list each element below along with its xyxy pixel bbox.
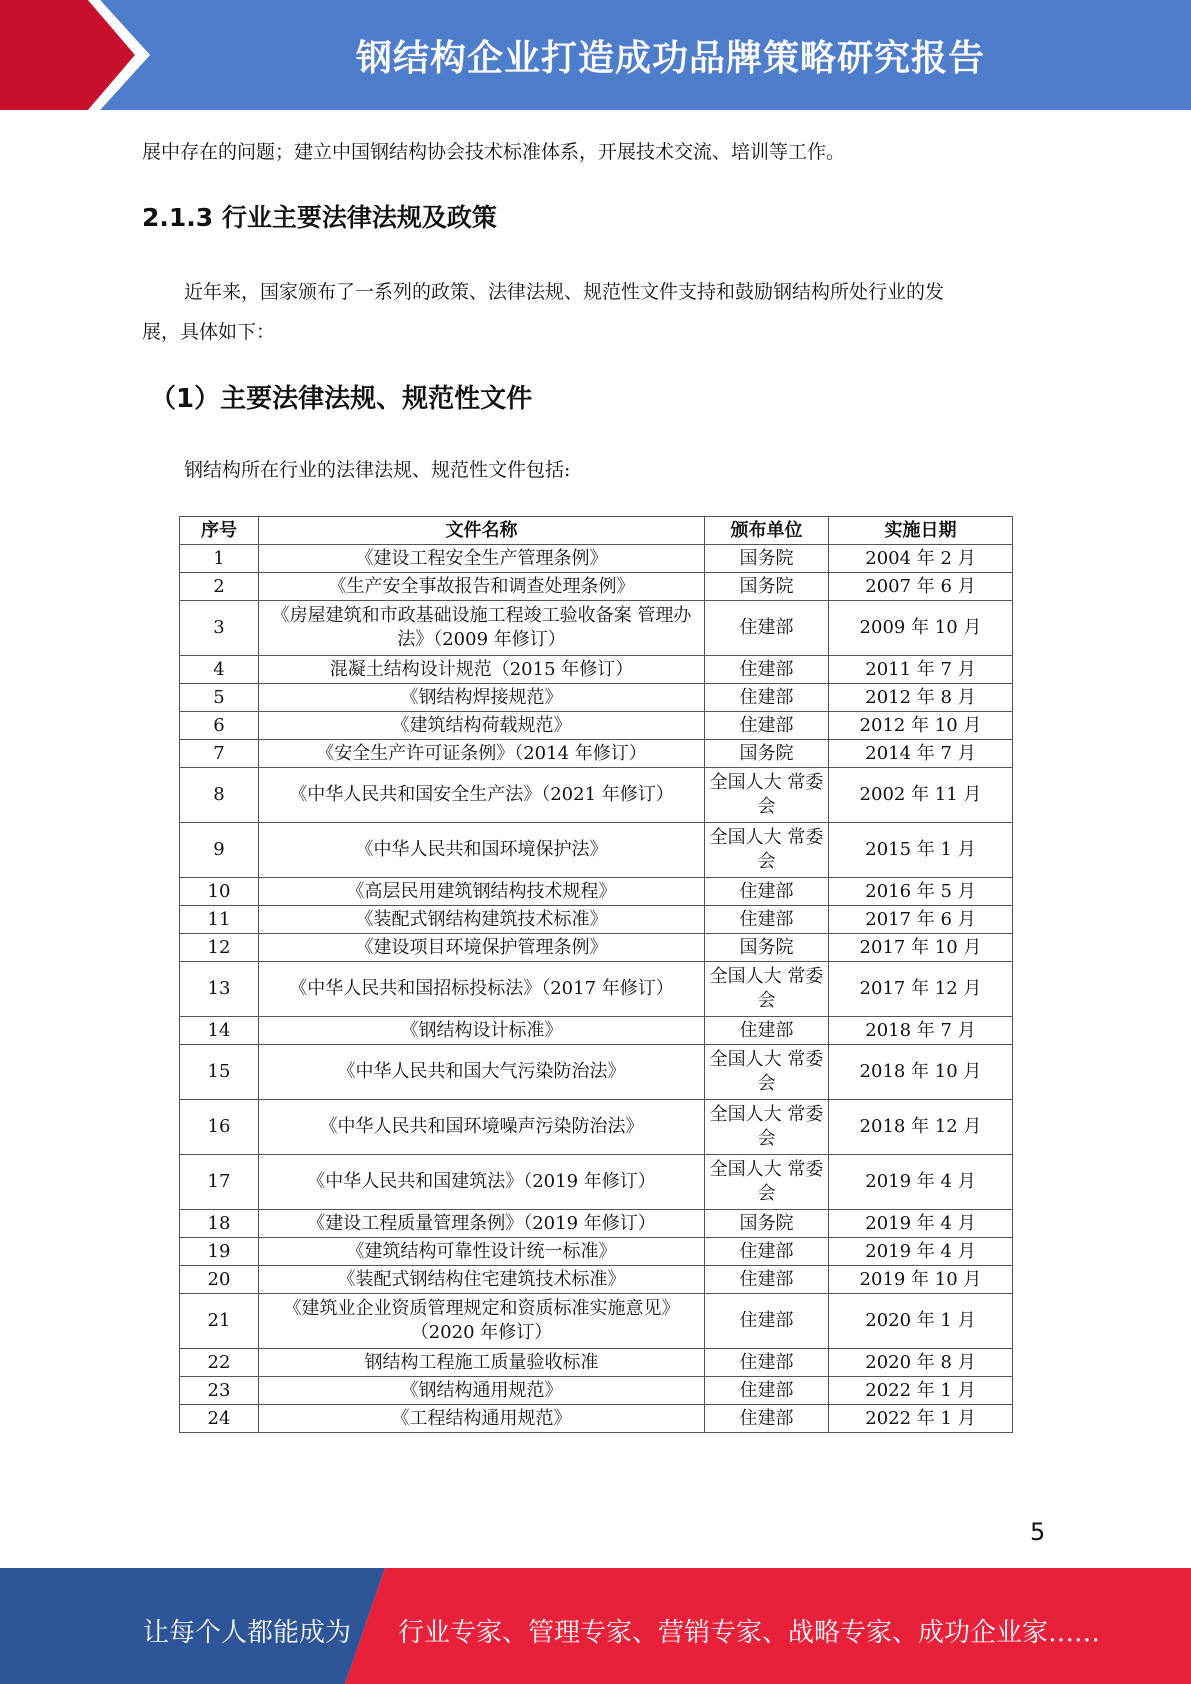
- cell-index: 19: [180, 1238, 259, 1266]
- table-row: [180, 906, 1013, 934]
- cell-issuer: 全国人大 常委会: [705, 962, 829, 1017]
- cell-doc-name: 《建筑结构可靠性设计统一标准》: [259, 1238, 705, 1266]
- table-row: [180, 934, 1013, 962]
- table-row: [180, 823, 1013, 878]
- cell-issuer: 国务院: [705, 573, 829, 601]
- table-row: [180, 545, 1013, 573]
- table-row: [180, 768, 1013, 823]
- laws-table: [179, 516, 1013, 1433]
- cell-doc-name: 混凝土结构设计规范（2015 年修订）: [259, 656, 705, 684]
- cell-doc-name: 《建筑结构荷载规范》: [259, 712, 705, 740]
- cell-doc-name: 《中华人民共和国招标投标法》（2017 年修订）: [259, 962, 705, 1017]
- cell-effective-date: 2017 年 10 月: [829, 934, 1013, 962]
- cell-doc-name: 钢结构工程施工质量验收标准: [259, 1349, 705, 1377]
- cell-effective-date: 2016 年 5 月: [829, 878, 1013, 906]
- cell-effective-date: 2020 年 1 月: [829, 1294, 1013, 1349]
- header-title: 钢结构企业打造成功品牌策略研究报告: [355, 37, 985, 79]
- cell-issuer: 全国人大 常委会: [705, 1045, 829, 1100]
- cell-effective-date: 2019 年 4 月: [829, 1238, 1013, 1266]
- cell-index: 8: [180, 768, 259, 823]
- cell-index: 2: [180, 573, 259, 601]
- page-header: [0, 0, 1191, 110]
- cell-index: 21: [180, 1294, 259, 1349]
- intro-paragraph-end: [142, 312, 1042, 352]
- cell-effective-date: 2009 年 10 月: [829, 601, 1013, 656]
- table-row: [180, 878, 1013, 906]
- cell-issuer: 国务院: [705, 545, 829, 573]
- cell-effective-date: 2020 年 8 月: [829, 1349, 1013, 1377]
- cell-issuer: 住建部: [705, 1266, 829, 1294]
- cell-issuer: 全国人大 常委会: [705, 768, 829, 823]
- cell-effective-date: 2007 年 6 月: [829, 573, 1013, 601]
- cell-index: 1: [180, 545, 259, 573]
- cell-doc-name: 《钢结构设计标准》: [259, 1017, 705, 1045]
- table-row: [180, 1294, 1013, 1349]
- cell-doc-name: 《建筑业企业资质管理规定和资质标准实施意见》（2020 年修订）: [259, 1294, 705, 1349]
- paragraph-continuation: 展中存在的问题；建立中国钢结构协会技术标准体系，开展技术交流、培训等工作。: [142, 141, 846, 163]
- cell-issuer: 住建部: [705, 1238, 829, 1266]
- cell-issuer: 住建部: [705, 906, 829, 934]
- cell-effective-date: 2004 年 2 月: [829, 545, 1013, 573]
- table-intro: 钢结构所在行业的法律法规、规范性文件包括:: [184, 459, 571, 481]
- table-row: [180, 684, 1013, 712]
- table-row: [180, 1405, 1013, 1433]
- cell-doc-name: 《中华人民共和国环境保护法》: [259, 823, 705, 878]
- cell-index: 22: [180, 1349, 259, 1377]
- footer-slogan-left: 让每个人都能成为: [143, 1618, 352, 1648]
- table-row: [180, 1266, 1013, 1294]
- header-issuer: 颁布单位: [705, 517, 829, 545]
- table-row: [180, 1377, 1013, 1405]
- cell-index: 18: [180, 1210, 259, 1238]
- table-row: [180, 1045, 1013, 1100]
- cell-index: 14: [180, 1017, 259, 1045]
- table-row: [180, 656, 1013, 684]
- cell-effective-date: 2017 年 12 月: [829, 962, 1013, 1017]
- cell-effective-date: 2019 年 4 月: [829, 1155, 1013, 1210]
- cell-doc-name: 《生产安全事故报告和调查处理条例》: [259, 573, 705, 601]
- cell-issuer: 全国人大 常委会: [705, 823, 829, 878]
- cell-index: 17: [180, 1155, 259, 1210]
- cell-index: 5: [180, 684, 259, 712]
- cell-issuer: 住建部: [705, 601, 829, 656]
- cell-doc-name: 《建设工程安全生产管理条例》: [259, 545, 705, 573]
- cell-issuer: 住建部: [705, 712, 829, 740]
- cell-effective-date: 2018 年 12 月: [829, 1100, 1013, 1155]
- cell-effective-date: 2002 年 11 月: [829, 768, 1013, 823]
- cell-index: 20: [180, 1266, 259, 1294]
- cell-issuer: 住建部: [705, 684, 829, 712]
- cell-effective-date: 2022 年 1 月: [829, 1377, 1013, 1405]
- table-row: [180, 1155, 1013, 1210]
- table-header-row: [180, 517, 1013, 545]
- cell-issuer: 全国人大 常委会: [705, 1100, 829, 1155]
- cell-index: 10: [180, 878, 259, 906]
- cell-index: 16: [180, 1100, 259, 1155]
- cell-doc-name: 《中华人民共和国建筑法》（2019 年修订）: [259, 1155, 705, 1210]
- cell-issuer: 住建部: [705, 1294, 829, 1349]
- cell-doc-name: 《高层民用建筑钢结构技术规程》: [259, 878, 705, 906]
- cell-index: 4: [180, 656, 259, 684]
- cell-issuer: 住建部: [705, 1405, 829, 1433]
- cell-index: 15: [180, 1045, 259, 1100]
- table-row: [180, 1017, 1013, 1045]
- cell-doc-name: 《工程结构通用规范》: [259, 1405, 705, 1433]
- cell-index: 13: [180, 962, 259, 1017]
- cell-doc-name: 《中华人民共和国大气污染防治法》: [259, 1045, 705, 1100]
- table-row: [180, 1100, 1013, 1155]
- table-row: [180, 740, 1013, 768]
- cell-effective-date: 2014 年 7 月: [829, 740, 1013, 768]
- cell-index: 23: [180, 1377, 259, 1405]
- cell-doc-name: 《钢结构焊接规范》: [259, 684, 705, 712]
- cell-effective-date: 2012 年 10 月: [829, 712, 1013, 740]
- cell-index: 12: [180, 934, 259, 962]
- cell-index: 9: [180, 823, 259, 878]
- table-row: [180, 601, 1013, 656]
- cell-issuer: 住建部: [705, 656, 829, 684]
- cell-effective-date: 2022 年 1 月: [829, 1405, 1013, 1433]
- intro-paragraph: [142, 272, 1042, 312]
- cell-doc-name: 《中华人民共和国安全生产法》（2021 年修订）: [259, 768, 705, 823]
- cell-effective-date: 2015 年 1 月: [829, 823, 1013, 878]
- table-row: [180, 573, 1013, 601]
- intro-line-2: 展，具体如下：: [142, 321, 276, 343]
- cell-doc-name: 《建设项目环境保护管理条例》: [259, 934, 705, 962]
- cell-issuer: 住建部: [705, 1377, 829, 1405]
- cell-issuer: 全国人大 常委会: [705, 1155, 829, 1210]
- cell-doc-name: 《中华人民共和国环境噪声污染防治法》: [259, 1100, 705, 1155]
- cell-doc-name: 《装配式钢结构住宅建筑技术标准》: [259, 1266, 705, 1294]
- cell-issuer: 住建部: [705, 878, 829, 906]
- table-row: [180, 1238, 1013, 1266]
- cell-effective-date: 2019 年 4 月: [829, 1210, 1013, 1238]
- cell-doc-name: 《建设工程质量管理条例》（2019 年修订）: [259, 1210, 705, 1238]
- intro-line-1: 近年来，国家颁布了一系列的政策、法律法规、规范性文件支持和鼓励钢结构所处行业的发: [184, 281, 945, 303]
- footer-slogan-right: 行业专家、管理专家、营销专家、战略专家、成功企业家……: [398, 1618, 1101, 1648]
- cell-effective-date: 2018 年 10 月: [829, 1045, 1013, 1100]
- cell-index: 11: [180, 906, 259, 934]
- header-effective-date: 实施日期: [829, 517, 1013, 545]
- cell-issuer: 国务院: [705, 934, 829, 962]
- cell-issuer: 住建部: [705, 1349, 829, 1377]
- cell-doc-name: 《装配式钢结构建筑技术标准》: [259, 906, 705, 934]
- header-doc-name: 文件名称: [259, 517, 705, 545]
- cell-doc-name: 《钢结构通用规范》: [259, 1377, 705, 1405]
- section-heading: 2.1.3 行业主要法律法规及政策: [142, 203, 497, 232]
- table-row: [180, 712, 1013, 740]
- table-row: [180, 1210, 1013, 1238]
- header-index: 序号: [180, 517, 259, 545]
- cell-effective-date: 2019 年 10 月: [829, 1266, 1013, 1294]
- cell-effective-date: 2012 年 8 月: [829, 684, 1013, 712]
- cell-issuer: 国务院: [705, 1210, 829, 1238]
- cell-effective-date: 2017 年 6 月: [829, 906, 1013, 934]
- cell-index: 7: [180, 740, 259, 768]
- cell-index: 24: [180, 1405, 259, 1433]
- cell-index: 3: [180, 601, 259, 656]
- cell-doc-name: 《房屋建筑和市政基础设施工程竣工验收备案 管理办法》（2009 年修订）: [259, 601, 705, 656]
- cell-doc-name: 《安全生产许可证条例》（2014 年修订）: [259, 740, 705, 768]
- cell-issuer: 住建部: [705, 1017, 829, 1045]
- cell-issuer: 国务院: [705, 740, 829, 768]
- cell-index: 6: [180, 712, 259, 740]
- subheading: （1）主要法律法规、规范性文件: [150, 384, 533, 414]
- cell-effective-date: 2011 年 7 月: [829, 656, 1013, 684]
- cell-effective-date: 2018 年 7 月: [829, 1017, 1013, 1045]
- table-row: [180, 962, 1013, 1017]
- table-row: [180, 1349, 1013, 1377]
- page-number: 5: [1030, 1518, 1046, 1546]
